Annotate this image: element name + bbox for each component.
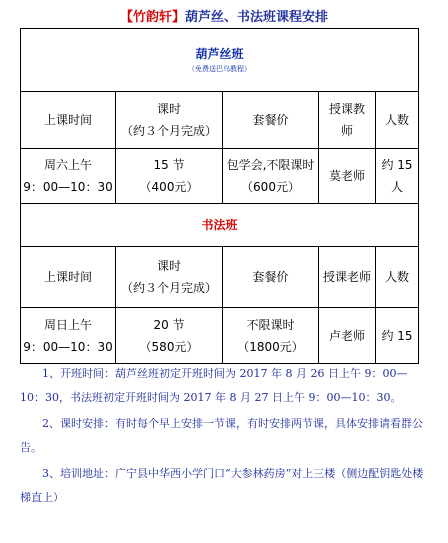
shufa-column-headers <box>21 247 419 308</box>
cell-teacher: 莫老师 <box>319 149 376 204</box>
header-package: 套餐价 <box>223 92 319 149</box>
header-count: 人数 <box>376 247 419 308</box>
brand-name: 【竹韵轩】 <box>119 10 185 25</box>
cell-time: 周日上午 9：00—10：30 <box>21 308 116 364</box>
header-time: 上课时间 <box>21 247 116 308</box>
cell-time: 周六上午 9：00—10：30 <box>21 149 116 204</box>
title-text: 葫芦丝、书法班课程安排 <box>185 10 329 25</box>
schedule-table <box>20 28 419 364</box>
hulu-data-row <box>21 149 419 204</box>
page-title <box>0 6 448 25</box>
note-address: 3、培训地址：广宁县中华西小学门口“大参林药房”对上三楼（侧边配钥匙处楼梯直上） <box>20 467 424 504</box>
note-schedule: 2、课时安排：有时每个早上安排一节课，有时安排两节课，具体安排请看群公告。 <box>20 417 423 454</box>
cell-package: 包学会,不限课时 （600元） <box>223 149 319 204</box>
cell-count: 约 15 <box>376 308 419 364</box>
hulu-column-headers <box>21 92 419 149</box>
note-opening-time: 1、开班时间：葫芦丝班初定开班时间为 2017 年 8 月 26 日上午 9：00—10：30，书法班初定开班时间为 2017 年 8 月 27 日上午 9：00—10：30。 <box>20 367 408 404</box>
hulu-class-subtitle: （免费送巴乌教程） <box>188 65 251 73</box>
hulu-section-header <box>21 29 419 92</box>
header-count: 人数 <box>376 92 419 149</box>
shufa-class-title: 书法班 <box>21 204 419 247</box>
header-package: 套餐价 <box>223 247 319 308</box>
header-hours: 课时 （约３个月完成） <box>116 247 223 308</box>
shufa-data-row <box>21 308 419 364</box>
shufa-section-header <box>21 204 419 247</box>
hulu-class-title: 葫芦丝班 <box>195 47 244 61</box>
notes-section <box>20 362 425 510</box>
header-teacher: 授课老师 <box>319 247 376 308</box>
header-hours: 课时 （约３个月完成） <box>116 92 223 149</box>
header-teacher: 授课教 师 <box>319 92 376 149</box>
header-time: 上课时间 <box>21 92 116 149</box>
cell-package: 不限课时 （1800元） <box>223 308 319 364</box>
cell-teacher: 卢老师 <box>319 308 376 364</box>
cell-count: 约 15 人 <box>376 149 419 204</box>
cell-hours: 20 节 （580元） <box>116 308 223 364</box>
cell-hours: 15 节 （400元） <box>116 149 223 204</box>
